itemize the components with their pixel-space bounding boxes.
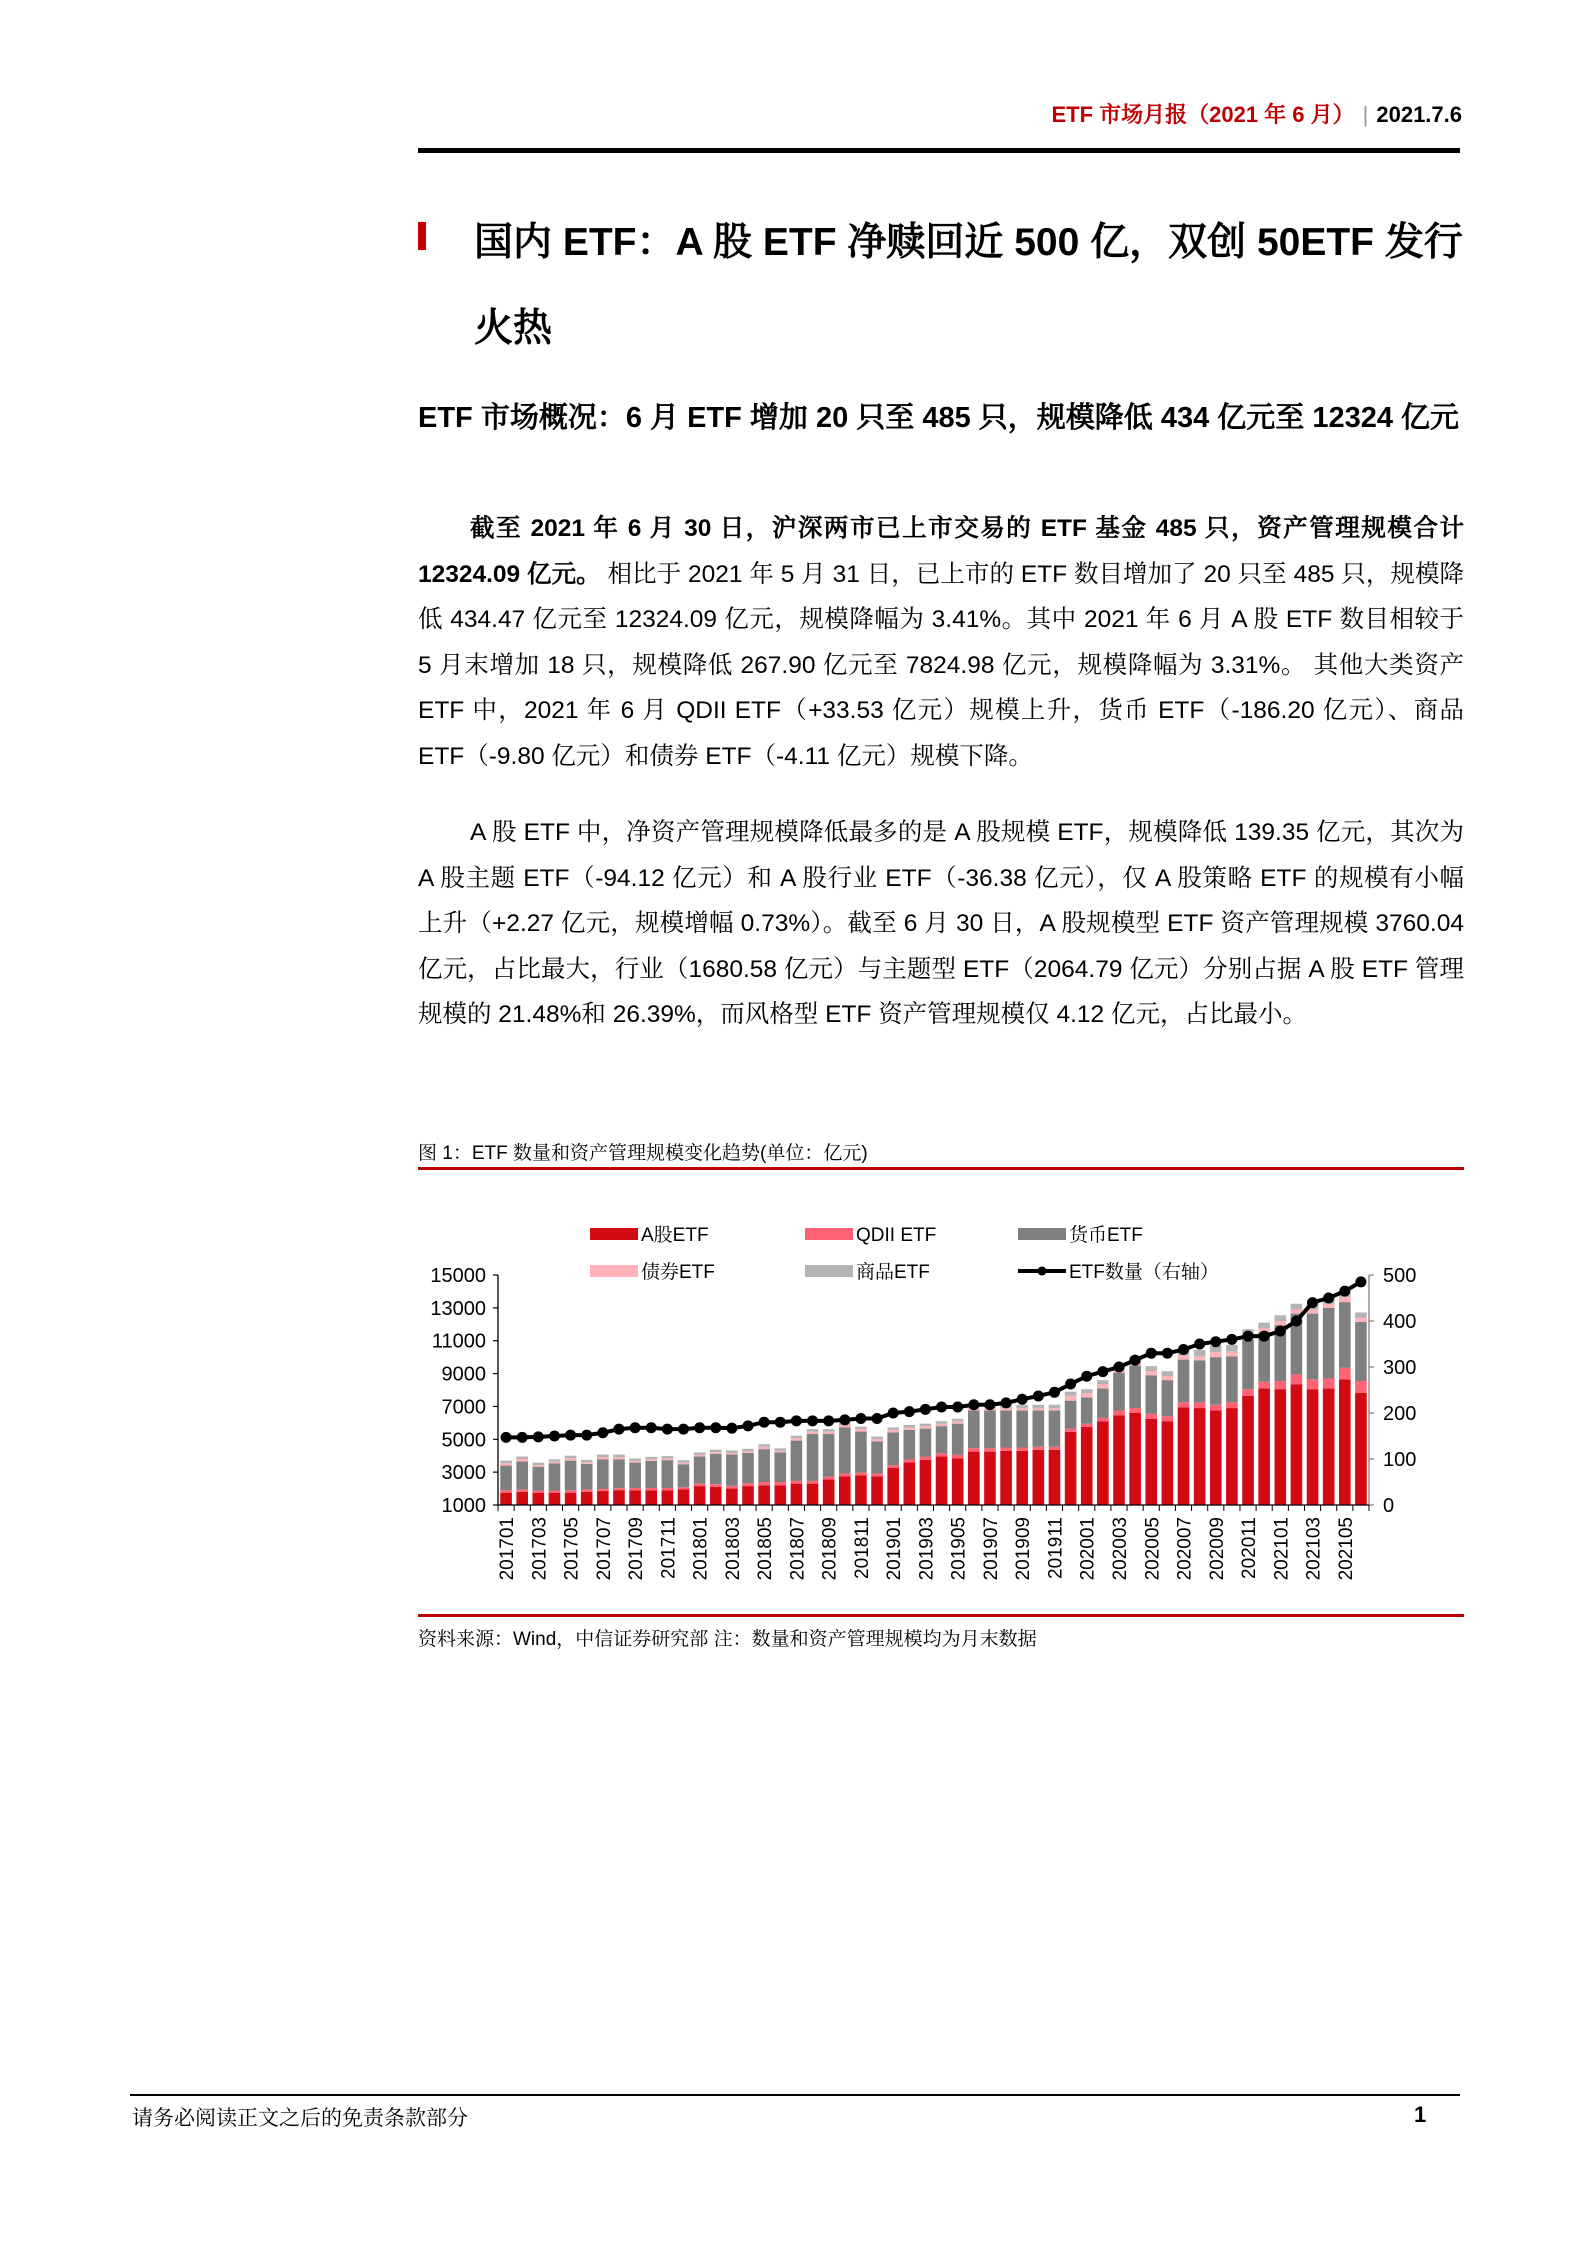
- figure-bottom-rule: [418, 1614, 1464, 1617]
- svg-text:201707: 201707: [593, 1517, 615, 1581]
- svg-text:201703: 201703: [529, 1517, 551, 1581]
- svg-text:201701: 201701: [497, 1517, 519, 1581]
- header-rule: [418, 148, 1460, 153]
- svg-text:201811: 201811: [851, 1517, 873, 1579]
- svg-text:202105: 202105: [1335, 1517, 1357, 1581]
- report-title: ETF 市场月报（2021 年 6 月）: [1051, 102, 1355, 127]
- legend-item: [1018, 1224, 1143, 1246]
- paragraph-1-lead: 截至 2021 年 6 月 30 日，沪深两市已上市交易的 ETF 基金 485 只，资产管理规模合计 12324.09 亿元。: [418, 515, 1464, 588]
- page-number: 1: [1414, 2102, 1427, 2127]
- svg-text:202003: 202003: [1109, 1517, 1131, 1581]
- svg-text:5000: 5000: [441, 1429, 486, 1452]
- svg-text:1000: 1000: [441, 1495, 486, 1517]
- paragraph-2: A 股 ETF 中，净资产管理规模降低最多的是 A 股规模 ETF，规模降低 139.35 亿元，其次为 A 股主题 ETF（-94.12 亿元）和 A 股行业 ETF（-36.38 亿元），仅 A 股策略 ETF 的规模有小幅上升（+2.27 亿元，规模增幅 0.73%）。截至 6 月 30 日，A 股规模型 ETF 资产管理规模 3760.04 亿元，占比最大，行业（1680.58 亿元）与主题型 ETF（2064.79 亿元）分别占据 A 股 ETF 管理规模的 21.48%和 26.39%，而风格型 ETF 资产管理规模仅 4.12 亿元，占比最小。: [418, 819, 1464, 1028]
- report-header: [1051, 98, 1462, 129]
- svg-text:货币ETF: 货币ETF: [1069, 1225, 1143, 1246]
- paragraph-1: [418, 506, 1464, 779]
- svg-text:QDII ETF: QDII ETF: [856, 1225, 937, 1246]
- report-date: 2021.7.6: [1376, 102, 1462, 127]
- footer-disclaimer: 请务必阅读正文之后的免责条款部分: [132, 2107, 468, 2130]
- svg-text:202001: 202001: [1077, 1517, 1099, 1581]
- svg-text:债券ETF: 债券ETF: [641, 1262, 715, 1283]
- subsection-title: ETF 市场概况：6 月 ETF 增加 20 只至 485 只，规模降低 434 亿元至 12324 亿元: [418, 402, 1460, 434]
- svg-text:15000: 15000: [430, 1265, 486, 1287]
- legend-item: [590, 1261, 715, 1283]
- svg-text:200: 200: [1383, 1403, 1417, 1425]
- svg-text:202007: 202007: [1174, 1517, 1196, 1581]
- svg-text:400: 400: [1383, 1311, 1417, 1333]
- section-marker-icon: [418, 222, 426, 250]
- svg-text:201711: 201711: [658, 1517, 680, 1579]
- svg-text:201809: 201809: [819, 1517, 841, 1581]
- header-separator: |: [1362, 102, 1369, 127]
- svg-text:7000: 7000: [441, 1396, 486, 1419]
- svg-text:ETF数量（右轴）: ETF数量（右轴）: [1069, 1262, 1219, 1283]
- legend-item: [590, 1224, 709, 1246]
- svg-text:201709: 201709: [626, 1517, 648, 1581]
- svg-text:202103: 202103: [1303, 1517, 1325, 1581]
- figure-source: 资料来源：Wind，中信证券研究部 注：数量和资产管理规模均为月末数据: [418, 1629, 1037, 1650]
- svg-text:300: 300: [1383, 1357, 1417, 1379]
- svg-text:0: 0: [1383, 1495, 1395, 1517]
- svg-text:11000: 11000: [431, 1330, 486, 1353]
- svg-text:商品ETF: 商品ETF: [856, 1262, 930, 1283]
- svg-text:202011: 202011: [1239, 1517, 1261, 1579]
- etf-scale-chart: [418, 1172, 1464, 1612]
- svg-text:13000: 13000: [430, 1297, 486, 1320]
- svg-text:201901: 201901: [884, 1517, 906, 1581]
- chart-canvas: [418, 1172, 1464, 1612]
- svg-text:201705: 201705: [561, 1517, 583, 1581]
- svg-text:201911: 201911: [1045, 1517, 1067, 1579]
- svg-text:201909: 201909: [1013, 1517, 1035, 1581]
- legend-item: [805, 1261, 930, 1283]
- svg-text:100: 100: [1383, 1449, 1417, 1471]
- paragraph-1-body: 相比于 2021 年 5 月 31 日，已上市的 ETF 数目增加了 20 只至 485 只，规模降低 434.47 亿元至 12324.09 亿元，规模降幅为 3.41%。其中 2021 年 6 月 A 股 ETF 数目相较于 5 月末增加 18 只，规模降低 267.90 亿元至 7824.98 亿元，规模降幅为 3.31%。 其他大类资产 ETF 中，2021 年 6 月 QDII ETF（+33.53 亿元）规模上升，货币 ETF（-186.20 亿元）、商品 ETF（-9.80 亿元）和债券 ETF（-4.11 亿元）规模下降。: [418, 560, 1464, 770]
- figure-top-rule: [418, 1167, 1464, 1170]
- footer-rule: [130, 2094, 1460, 2096]
- chart-legend: [590, 1224, 1219, 1283]
- svg-text:201805: 201805: [755, 1517, 777, 1581]
- svg-text:201801: 201801: [690, 1517, 712, 1581]
- svg-text:202005: 202005: [1142, 1517, 1164, 1581]
- legend-item: [805, 1225, 936, 1246]
- svg-text:201903: 201903: [916, 1517, 938, 1581]
- legend-item: [1018, 1261, 1219, 1283]
- svg-text:201807: 201807: [787, 1517, 809, 1581]
- figure-caption: 图 1：ETF 数量和资产管理规模变化趋势(单位：亿元): [418, 1143, 868, 1164]
- svg-text:9000: 9000: [441, 1363, 486, 1386]
- svg-text:202009: 202009: [1206, 1517, 1228, 1581]
- svg-text:3000: 3000: [441, 1462, 486, 1485]
- svg-text:500: 500: [1383, 1265, 1417, 1287]
- svg-text:202101: 202101: [1271, 1517, 1293, 1581]
- section-title: 国内 ETF：A 股 ETF 净赎回近 500 亿，双创 50ETF 发行火热: [474, 221, 1463, 350]
- stacked-bars: [500, 1291, 1366, 1505]
- svg-text:A股ETF: A股ETF: [641, 1225, 709, 1246]
- svg-text:201905: 201905: [948, 1517, 970, 1581]
- svg-text:201907: 201907: [980, 1517, 1002, 1581]
- svg-text:201803: 201803: [722, 1517, 744, 1581]
